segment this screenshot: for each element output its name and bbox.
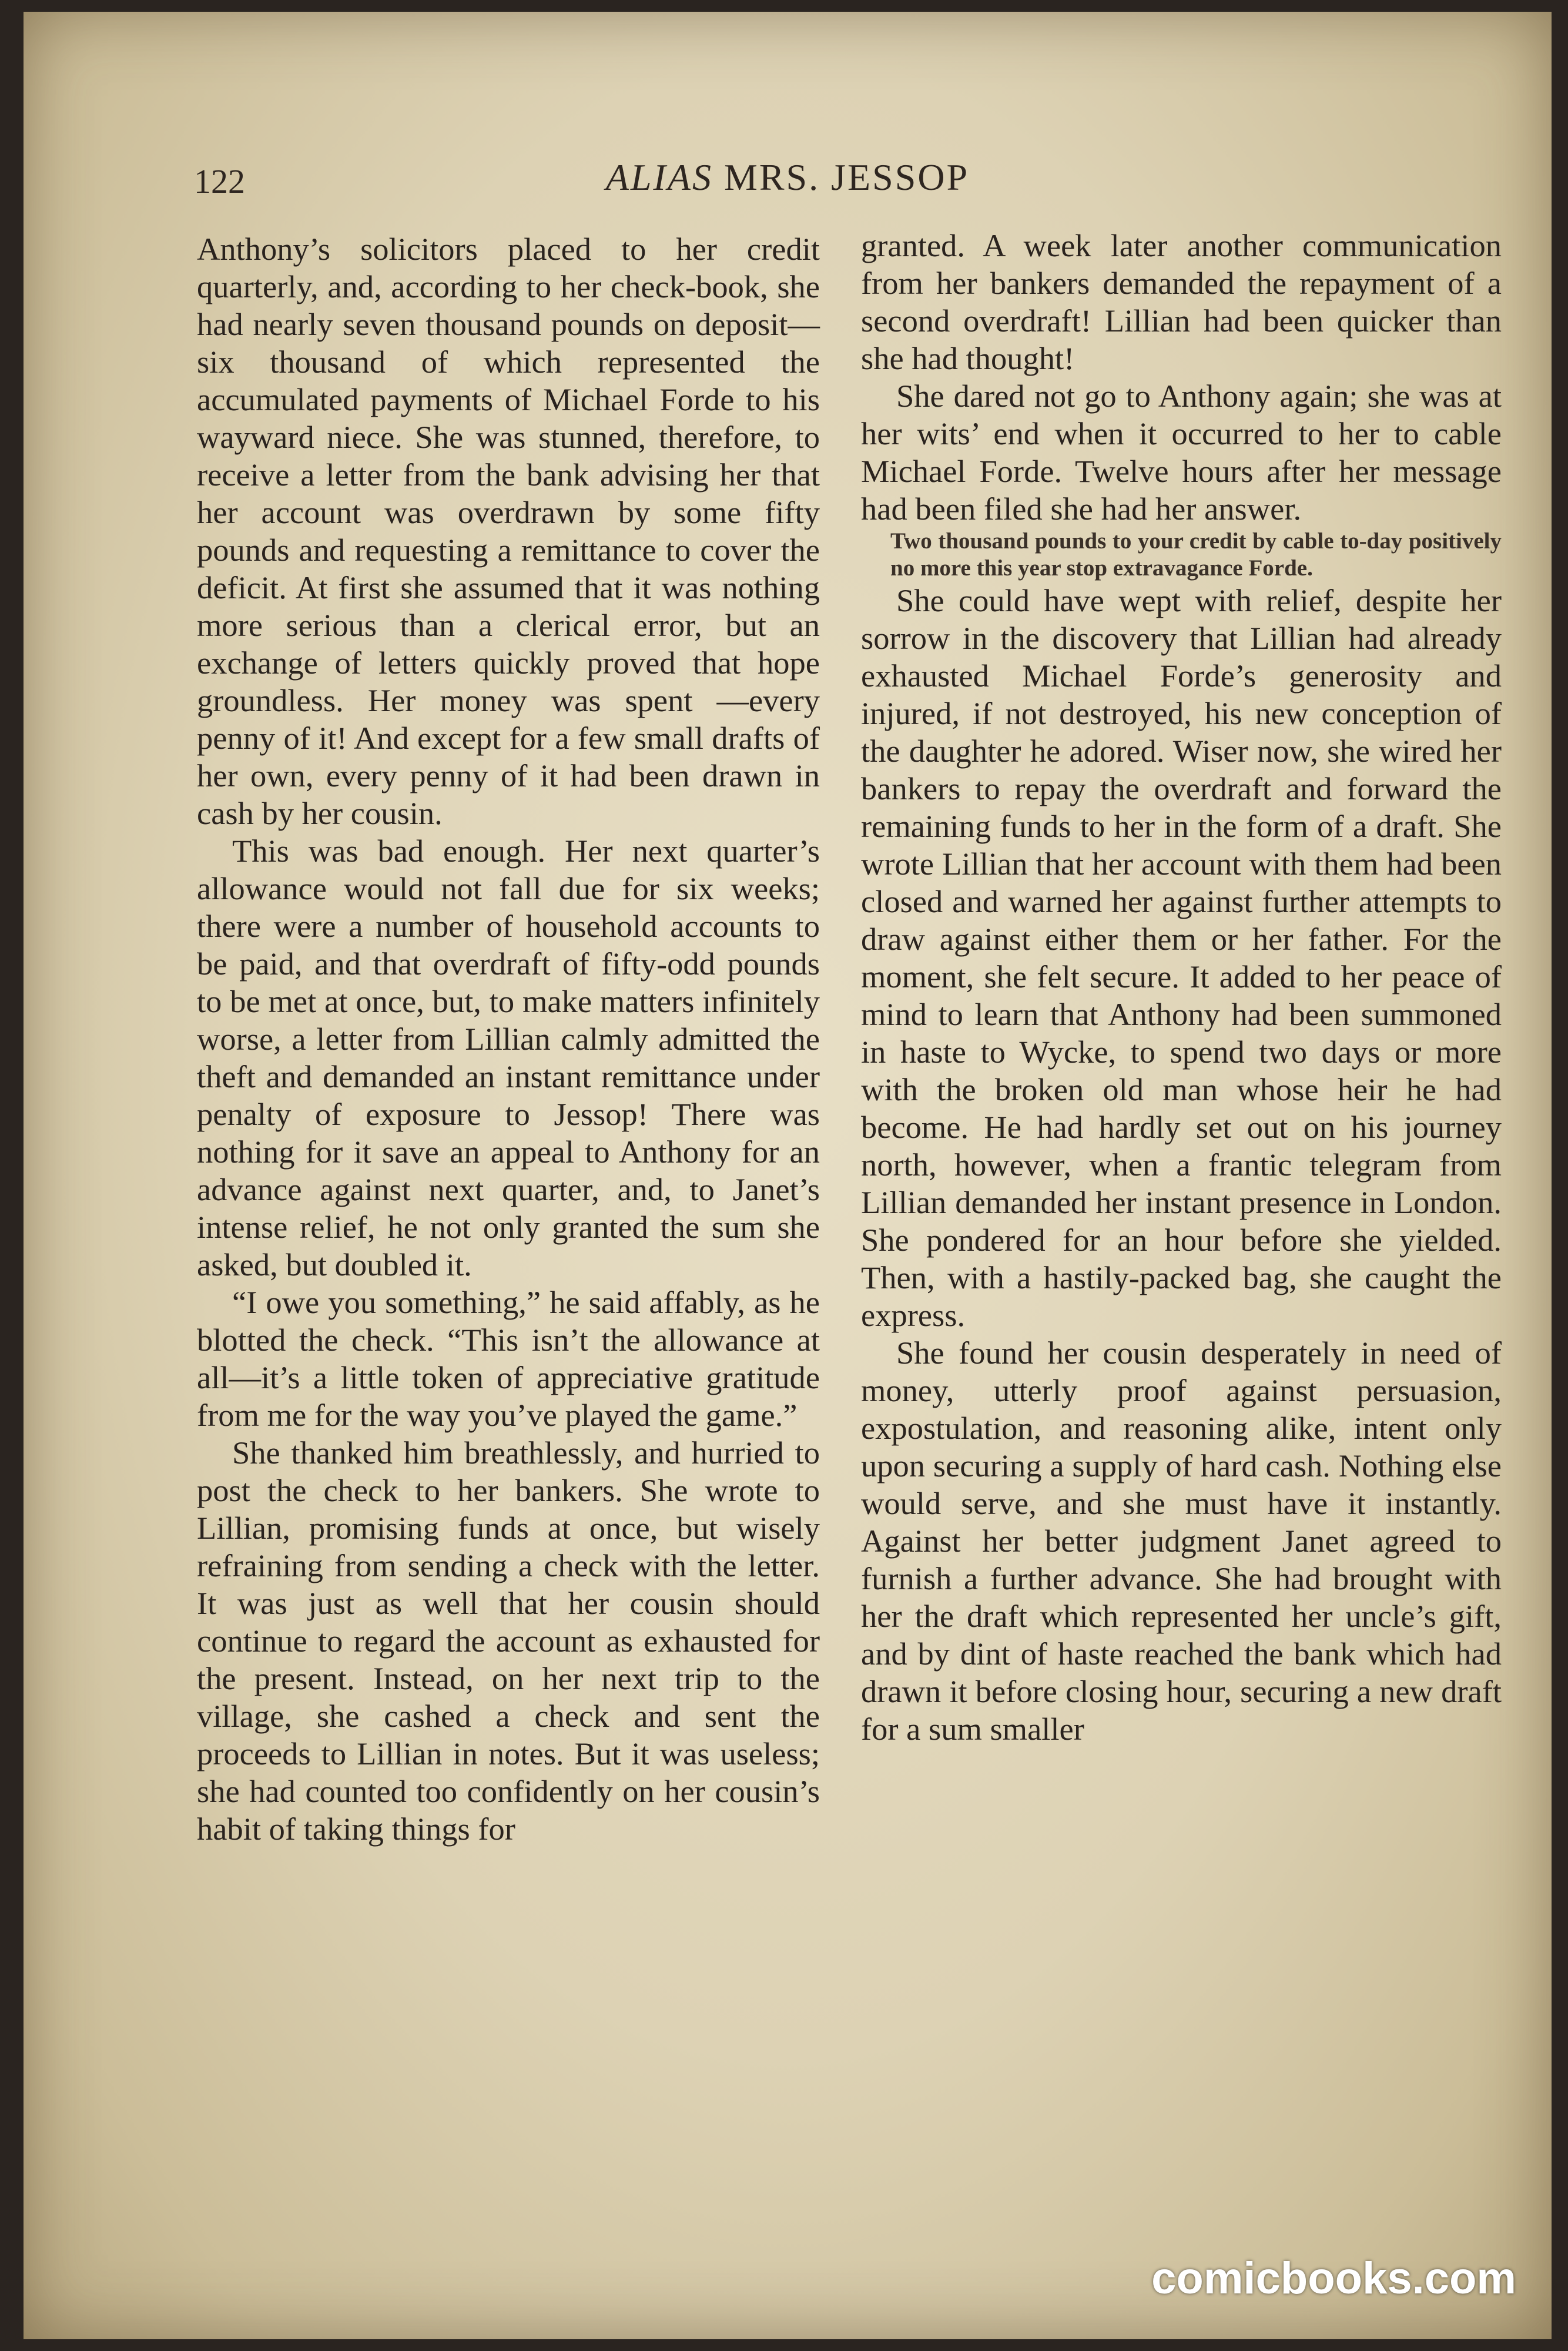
telegram-quote: Two thousand pounds to your credit by cable to-day positively no more this year stop extravagance Forde. xyxy=(890,528,1502,581)
right-column xyxy=(861,227,1502,1748)
paragraph: Anthony’s solicitors placed to her credit quarterly, and, according to her check-book, she had nearly seven thousand pounds on deposit—six thousand of which represented the accumulated payments of Michael Forde to his wayward niece. She was stunned, therefore, to receive a letter from the bank advising her that her account was overdrawn by some fifty pounds and requesting a remittance to cover the deficit. At first she assumed that it was nothing more serious than a clerical error, but an exchange of letters quickly proved that hope groundless. Her money was spent —every penny of it! And except for a few small drafts of her own, every penny of it had been drawn in cash by her cousin. xyxy=(197,231,820,831)
left-column xyxy=(197,230,820,1848)
paragraph: granted. A week later another communication from her bankers demanded the repayment of a second overdraft! Lillian had been quicker than she had thought! xyxy=(861,227,1502,376)
paragraph: She thanked him breathlessly, and hurried to post the check to her bankers. She wrote to Lillian, promising funds at once, but wisely refraining from sending a check with the letter. It was just as well that her cousin should continue to regard the account as exhausted for the present. Instead, on her next trip to the village, she cashed a check and sent the proceeds to Lillian in notes. But it was useless; she had counted too confidently on her cousin’s habit of taking things for xyxy=(197,1435,820,1847)
paragraph: This was bad enough. Her next quarter’s allowance would not fall due for six weeks; there were a number of household accounts to be paid, and that overdraft of fifty-odd pounds to be met at once, but, to make matters infinitely worse, a letter from Lillian calmly admitted the theft and demanded an instant remittance under penalty of exposure to Jessop! There was nothing for it save an appeal to Anthony for an advance against next quarter, and, to Janet’s intense relief, he not only granted the sum she asked, but doubled it. xyxy=(197,833,820,1282)
paragraph: She dared not go to Anthony again; she was at her wits’ end when it occurred to her to cable Michael Forde. Twelve hours after her message had been filed she had her answer. xyxy=(861,378,1502,527)
paragraph: “I owe you something,” he said affably, as he blotted the check. “This isn’t the allowance at all—it’s a little token of appreciative gratitude from me for the way you’ve played the game.” xyxy=(197,1284,820,1433)
running-title-rest: MRS. JESSOP xyxy=(712,156,970,198)
watermark: comicbooks.com xyxy=(1151,2253,1516,2303)
running-header xyxy=(24,156,1552,209)
paragraph: She found her cousin desperately in need of money, utterly proof against persuasion, expostulation, and reasoning alike, intent only upon securing a supply of hard cash. Nothing else would serve, and she must have it instantly. Against her better judgment Janet agreed to furnish a further advance. She had brought with her the draft which represented her uncle’s gift, and by dint of haste reached the bank which had drawn it before closing hour, securing a new draft for a sum smaller xyxy=(861,1335,1502,1747)
paragraph: She could have wept with relief, despite her sorrow in the discovery that Lillian had already exhausted Michael Forde’s generosity and injured, if not destroyed, his new conception of the daughter he adored. Wiser now, she wired her bankers to repay the overdraft and forward the remaining funds to her in the form of a draft. She wrote Lillian that her account with them had been closed and warned her against further attempts to draw against either them or her father. For the moment, she felt secure. It added to her peace of mind to learn that Anthony had been summoned in haste to Wycke, to spend two days or more with the broken old man whose heir he had become. He had hardly set out on his journey north, however, when a frantic telegram from Lillian demanded her instant presence in London. She pondered for an hour before she yielded. Then, with a hastily-packed bag, she caught the express. xyxy=(861,582,1502,1333)
running-title xyxy=(24,156,1552,199)
running-title-italic: ALIAS xyxy=(605,156,713,198)
book-page xyxy=(24,12,1552,2339)
page-number: 122 xyxy=(194,162,245,200)
